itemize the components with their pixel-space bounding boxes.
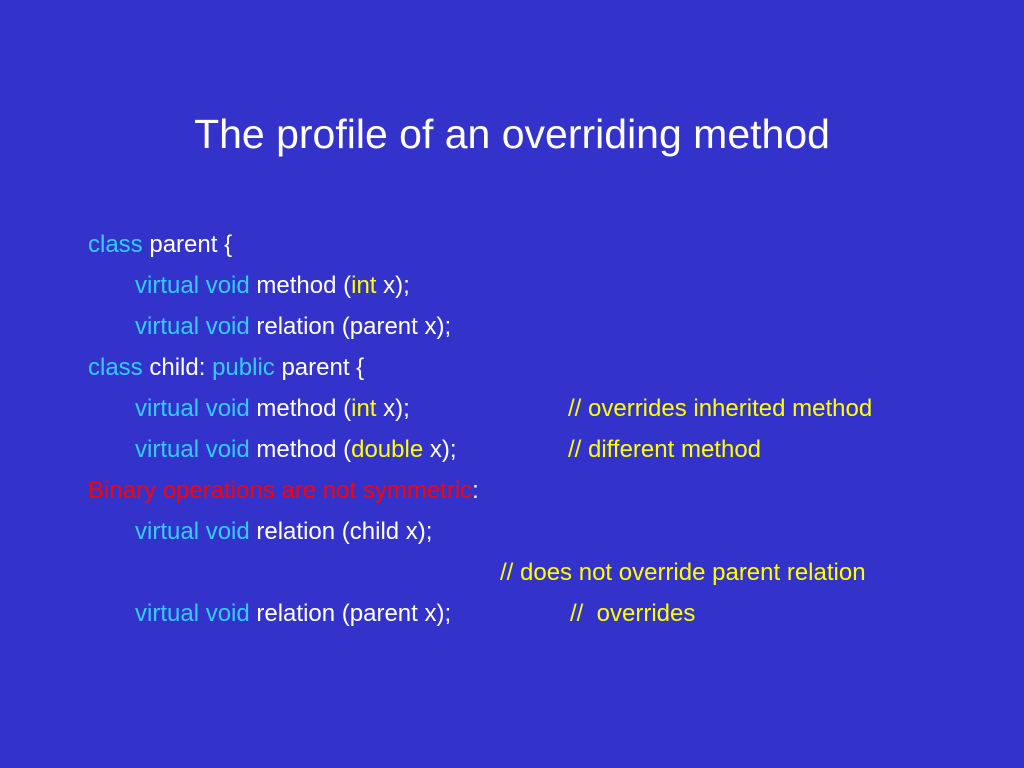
code-text: x); — [376, 395, 410, 422]
keyword-class: class — [88, 231, 143, 258]
code-line-parent-method — [135, 270, 410, 302]
code-line-class-parent — [88, 229, 232, 261]
warning-text: Binary operations are not symmetric — [88, 477, 473, 504]
code-text: x); — [423, 436, 457, 463]
keyword-virtual-void: virtual void — [135, 436, 250, 463]
comment-overrides-inherited: // overrides inherited method — [568, 395, 873, 422]
code-line-child-method-double — [135, 434, 457, 466]
code-text: child: — [142, 354, 213, 381]
type-double: double — [351, 436, 424, 463]
code-text: parent { — [274, 354, 365, 381]
comment-different-method: // different method — [568, 436, 762, 463]
code-line-child-relation-parent — [135, 598, 451, 630]
code-text: relation (parent x); — [249, 600, 452, 627]
code-text: x); — [376, 272, 410, 299]
comment-does-not-override: // does not override parent relation — [500, 559, 866, 586]
keyword-virtual-void: virtual void — [135, 395, 250, 422]
code-line-child-relation — [135, 516, 432, 548]
type-int: int — [351, 395, 377, 422]
code-line-parent-relation — [135, 311, 451, 343]
type-int: int — [351, 272, 377, 299]
code-text: method ( — [249, 395, 352, 422]
warning-line — [88, 475, 479, 507]
code-line-child-method-int — [135, 393, 410, 425]
slide-title: The profile of an overriding method — [194, 111, 830, 157]
code-text: relation (child x); — [249, 518, 433, 545]
code-text: : — [472, 477, 479, 504]
keyword-virtual-void: virtual void — [135, 518, 250, 545]
comment-overrides: // overrides — [570, 600, 696, 627]
keyword-virtual-void: virtual void — [135, 600, 250, 627]
code-text: parent { — [142, 231, 233, 258]
code-text: relation (parent x); — [249, 313, 452, 340]
code-text: method ( — [249, 272, 352, 299]
code-line-class-child — [88, 352, 364, 384]
keyword-public: public — [212, 354, 275, 381]
code-text: method ( — [249, 436, 352, 463]
keyword-virtual-void: virtual void — [135, 272, 250, 299]
keyword-class: class — [88, 354, 143, 381]
keyword-virtual-void: virtual void — [135, 313, 250, 340]
